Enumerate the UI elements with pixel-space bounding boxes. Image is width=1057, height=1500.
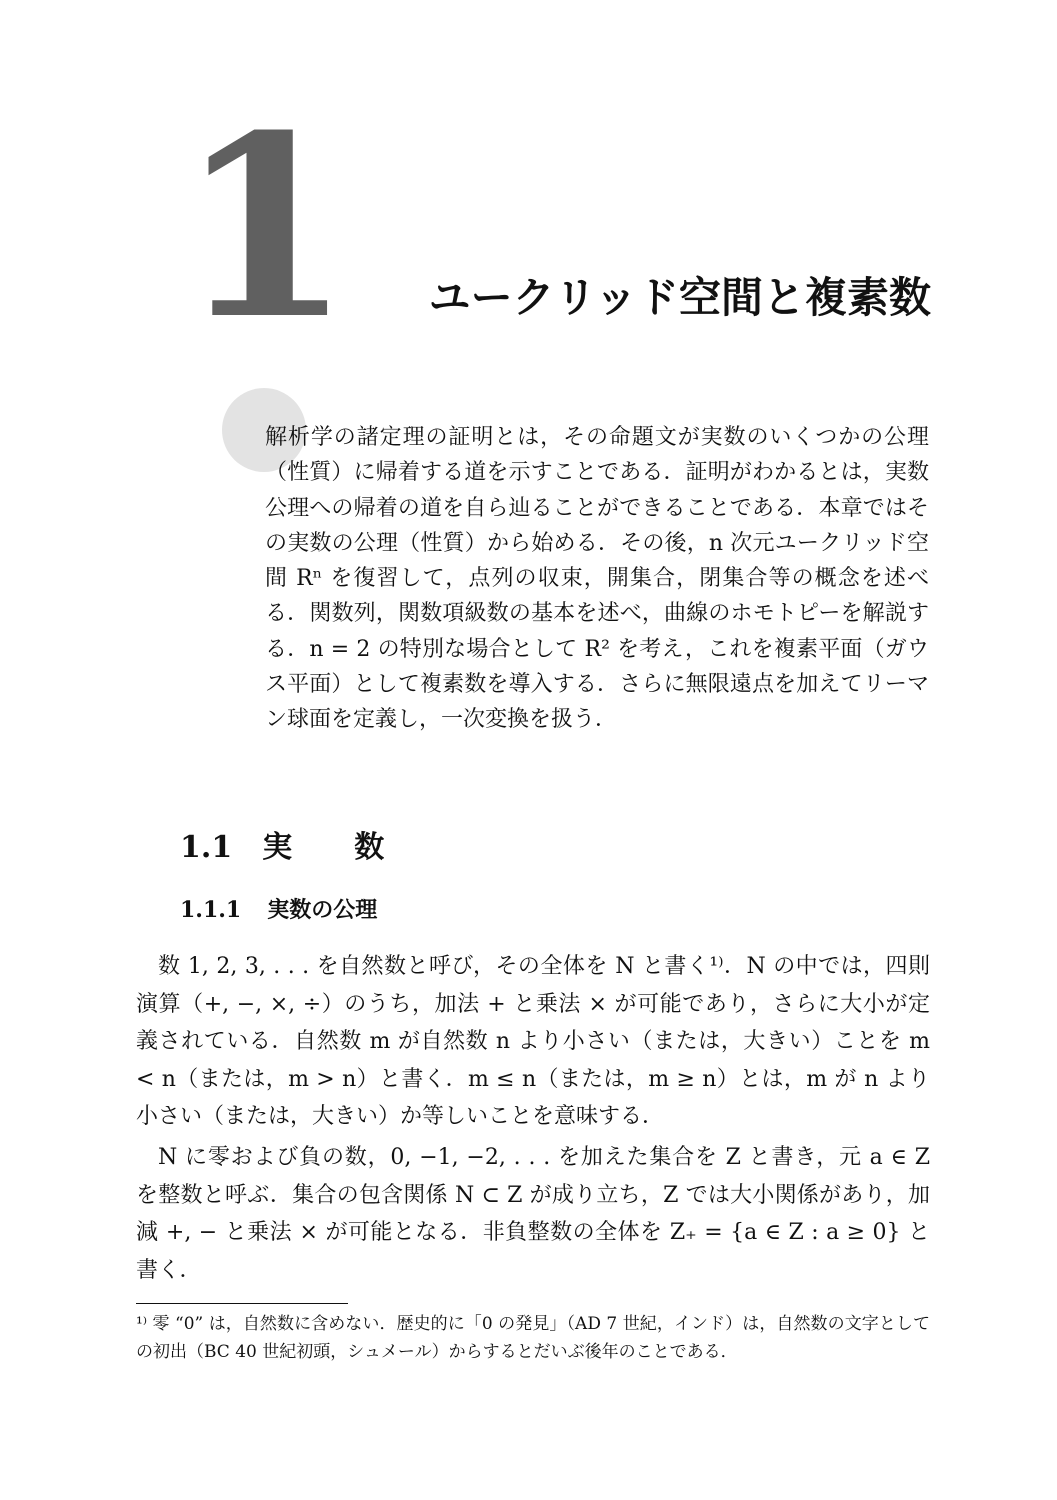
chapter-abstract: 解析学の諸定理の証明とは，その命題文が実数のいくつかの公理（性質）に帰着する道を示すことである．証明がわかるとは，実数公理への帰着の道を自ら辿ることができることである．本章ではその実数の公理（性質）から始める．その後，n 次元ユークリッド空間 Rⁿ を復習して，点列の収束，開集合，閉集合等の概念を述べる．関数列，関数項級数の基本を述べ，曲線のホモトピーを解説する．n = 2 の特別な場合として R² を考え，これを複素平面（ガウス平面）として複素数を導入する．さらに無限遠点を加えてリーマン球面を定義し，一次変換を扱う．	[265, 425, 929, 733]
section-number: 1.1	[180, 830, 233, 865]
footnote-rule	[136, 1303, 348, 1304]
paragraph-natural-numbers: 数 1, 2, 3, . . . を自然数と呼び，その全体を N と書く¹⁾．N の中では，四則演算（+, −, ×, ÷）のうち，加法 + と乗法 × が可能であり，さらに大小が定義されている．自然数 m が自然数 n より小さい（または，大きい）ことを m < n（または，m > n）と書く．m ≤ n（または，m ≥ n）とは，m が n より小さい（または，大きい）か等しいことを意味する．	[136, 954, 930, 1130]
subsection-number: 1.1.1	[180, 897, 242, 923]
section-title: 実数	[262, 830, 447, 865]
paragraph-integers: N に零および負の数，0, −1, −2, . . . を加えた集合を Z と書き，元 a ∈ Z を整数と呼ぶ．集合の包含関係 N ⊂ Z が成り立ち，Z では大小関係があり，加減 +, − と乗法 × が可能となる．非負整数の全体を Z₊ = {a ∈ Z : a ≥ 0} と書く．	[136, 1144, 930, 1283]
subsection-heading	[180, 893, 377, 927]
chapter-number: 1	[178, 80, 344, 374]
chapter-title: ユークリッド空間と複素数	[428, 273, 931, 322]
footnote: ¹⁾ 零 “0” は，自然数に含めない．歴史的に「0 の発見」（AD 7 世紀，インド）は，自然数の文字としての初出（BC 40 世紀初頭，シュメール）からするとだいぶ後年のことである．	[136, 1314, 930, 1362]
subsection-title: 実数の公理	[267, 897, 378, 923]
section-heading	[180, 826, 446, 870]
body-text	[136, 948, 930, 1292]
